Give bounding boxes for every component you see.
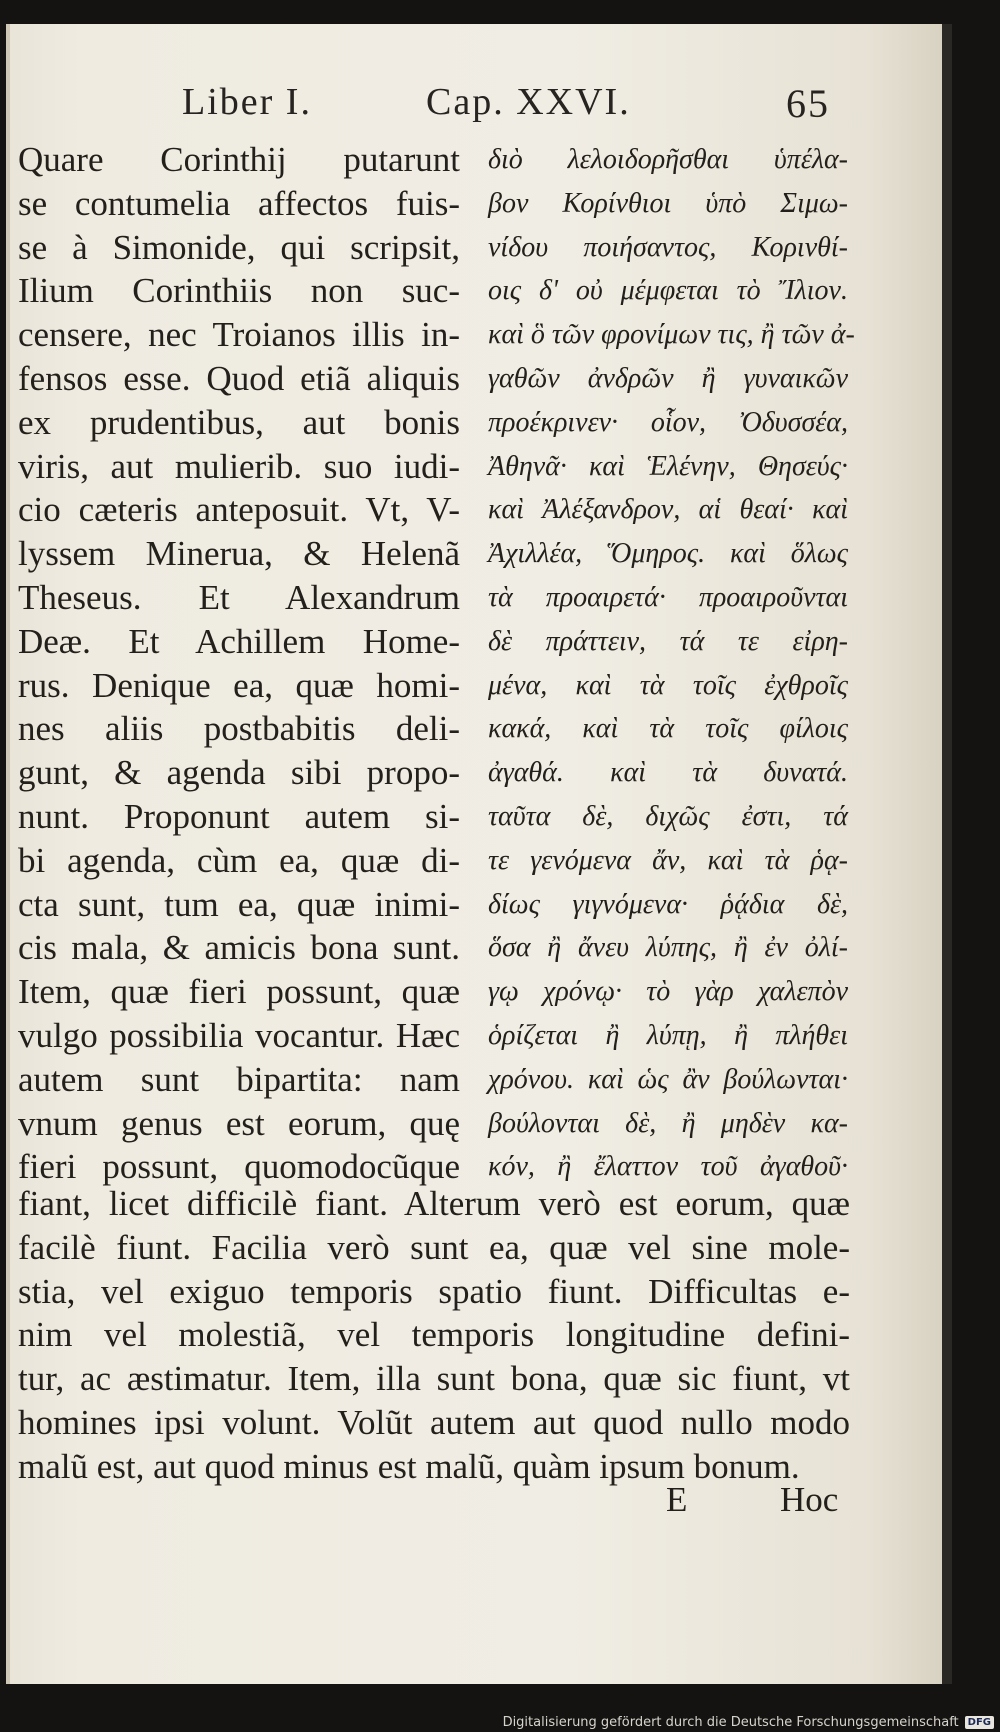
text-line: fensos esse. Quod etiã aliquis [18, 358, 460, 398]
text-line: μένα, καὶ τὰ τοῖς ἐχθροῖς [488, 669, 848, 701]
text-line: se contumelia affectos fuis- [18, 183, 460, 223]
text-line: βούλονται δὲ, ἢ μηδὲν κα- [488, 1107, 848, 1139]
page-number: 65 [786, 81, 830, 126]
signature-mark: E [666, 1480, 688, 1519]
text-line: ταῦτα δὲ, διχῶς ἐστι, τά [488, 800, 848, 832]
text-line: Item, quæ fieri possunt, quæ [18, 972, 460, 1012]
text-line: τε γενόμενα ἄν, καὶ τὰ ῥᾳ- [488, 844, 848, 876]
text-line: ὁρίζεται ἢ λύπῃ, ἢ πλήθει [488, 1019, 848, 1051]
text-line: ex prudentibus, aut bonis [18, 402, 460, 442]
text-line: vnum genus est eorum, quę [18, 1103, 460, 1143]
text-line: viris, aut mulierib. suo iudi- [18, 446, 460, 486]
text-line: κόν, ἢ ἔλαττον τοῦ ἀγαθοῦ· [488, 1151, 848, 1183]
text-line: lyssem Minerua, & Helenã [18, 534, 460, 574]
text-line: καὶ Ἀλέξανδρον, αἱ θεαί· καὶ [488, 494, 848, 526]
text-line: δὲ πράττειν, τά τε εἰρη- [488, 625, 848, 657]
text-line: χρόνου. καὶ ὡς ἂν βούλωνται· [488, 1063, 848, 1095]
greek-column [488, 138, 855, 1189]
text-line: διὸ λελοιδορῆσθαι ὑπέλα- [488, 144, 848, 175]
text-line: tur, ac æstimatur. Item, illa sunt bona, quæ sic fiunt, vt [18, 1359, 850, 1399]
text-line: δίως γιγνόμενα· ῥᾴδια δὲ, [488, 888, 848, 920]
text-line: νίδου ποιήσαντος, Κορινθί- [488, 231, 848, 263]
text-line: autem sunt bipartita: nam [18, 1059, 460, 1099]
text-line: ὅσα ἢ ἄνευ λύπης, ἢ ἐν ὀλί- [488, 932, 848, 964]
text-line: ἀγαθά. καὶ τὰ δυνατά. [488, 757, 848, 789]
latin-column [18, 138, 460, 1189]
text-line: censere, nec Troianos illis in- [18, 315, 460, 355]
text-line: fiant, licet difficilè fiant. Alterum verò est eorum, quæ [18, 1184, 850, 1223]
text-line: facilè fiunt. Facilia verò sunt ea, quæ vel sine mole- [18, 1227, 850, 1267]
text-line: οις δ' οὐ μέμφεται τὸ Ἴλιον. [488, 275, 848, 307]
text-line: Ilium Corinthiis non suc- [18, 271, 460, 311]
footer-text: Digitalisierung gefördert durch die Deutsche Forschungsgemeinschaft [502, 1715, 959, 1730]
text-line: τὰ προαιρετά· προαιροῦνται [488, 581, 848, 613]
text-line: vulgo possibilia vocantur. Hæc [18, 1015, 460, 1055]
text-line: προέκρινεν· οἷον, Ὀδυσσέα, [488, 406, 848, 438]
text-line: fieri possunt, quomodocũque [18, 1147, 460, 1187]
text-line: Ἀχιλλέα, Ὅμηρος. καὶ ὅλως [488, 538, 848, 570]
text-line: καὶ ὃ τῶν φρονίμων τις, ἢ τῶν ἀ- [488, 319, 855, 351]
text-line: cis mala, & amicis bona sunt. [18, 928, 460, 968]
full-width-text [18, 1182, 850, 1489]
text-line: κακά, καὶ τὰ τοῖς φίλοις [488, 713, 848, 745]
page-edge [6, 24, 10, 1684]
text-line: se à Simonide, qui scripsit, [18, 227, 460, 267]
text-line: stia, vel exiguo temporis spatio fiunt. Difficultas e- [18, 1271, 850, 1311]
text-line: cta sunt, tum ea, quæ inimi- [18, 884, 460, 924]
text-line: Ἀθηνᾶ· καὶ Ἑλένην, Θησεύς· [488, 450, 848, 482]
text-line: rus. Denique ea, quæ homi- [18, 665, 460, 705]
text-line: Theseus. Et Alexandrum [18, 577, 460, 617]
text-line: nim vel molestiã, vel temporis longitudine defini- [18, 1315, 850, 1355]
book-page [6, 24, 952, 1684]
text-line: nunt. Proponunt autem si- [18, 796, 460, 836]
text-line: bi agenda, cùm ea, quæ di- [18, 840, 460, 880]
text-line: γῳ χρόνῳ· τὸ γὰρ χαλεπὸν [488, 976, 848, 1008]
text-line: Deæ. Et Achillem Home- [18, 621, 460, 661]
text-line: Quare Corinthij putarunt [18, 140, 460, 179]
digitization-footer [503, 1715, 994, 1730]
text-line: γαθῶν ἀνδρῶν ἢ γυναικῶν [488, 362, 848, 394]
text-line: homines ipsi volunt. Volũt autem aut quod nullo modo [18, 1402, 850, 1442]
text-line: cio cæteris anteposuit. Vt, V- [18, 490, 460, 530]
header-chapter: Cap. XXVI. [426, 81, 631, 123]
text-line: malũ est, aut quod minus est malũ, quàm ipsum bonum. [18, 1446, 800, 1486]
text-line: gunt, & agenda sibi propo- [18, 753, 460, 793]
catchword: Hoc [780, 1480, 839, 1519]
dfg-logo: DFG [965, 1716, 994, 1729]
header-book: Liber I. [182, 81, 312, 123]
text-line: nes aliis postbabitis deli- [18, 709, 460, 749]
text-line: βον Κορίνθιοι ὑπὸ Σιμω- [488, 187, 848, 219]
